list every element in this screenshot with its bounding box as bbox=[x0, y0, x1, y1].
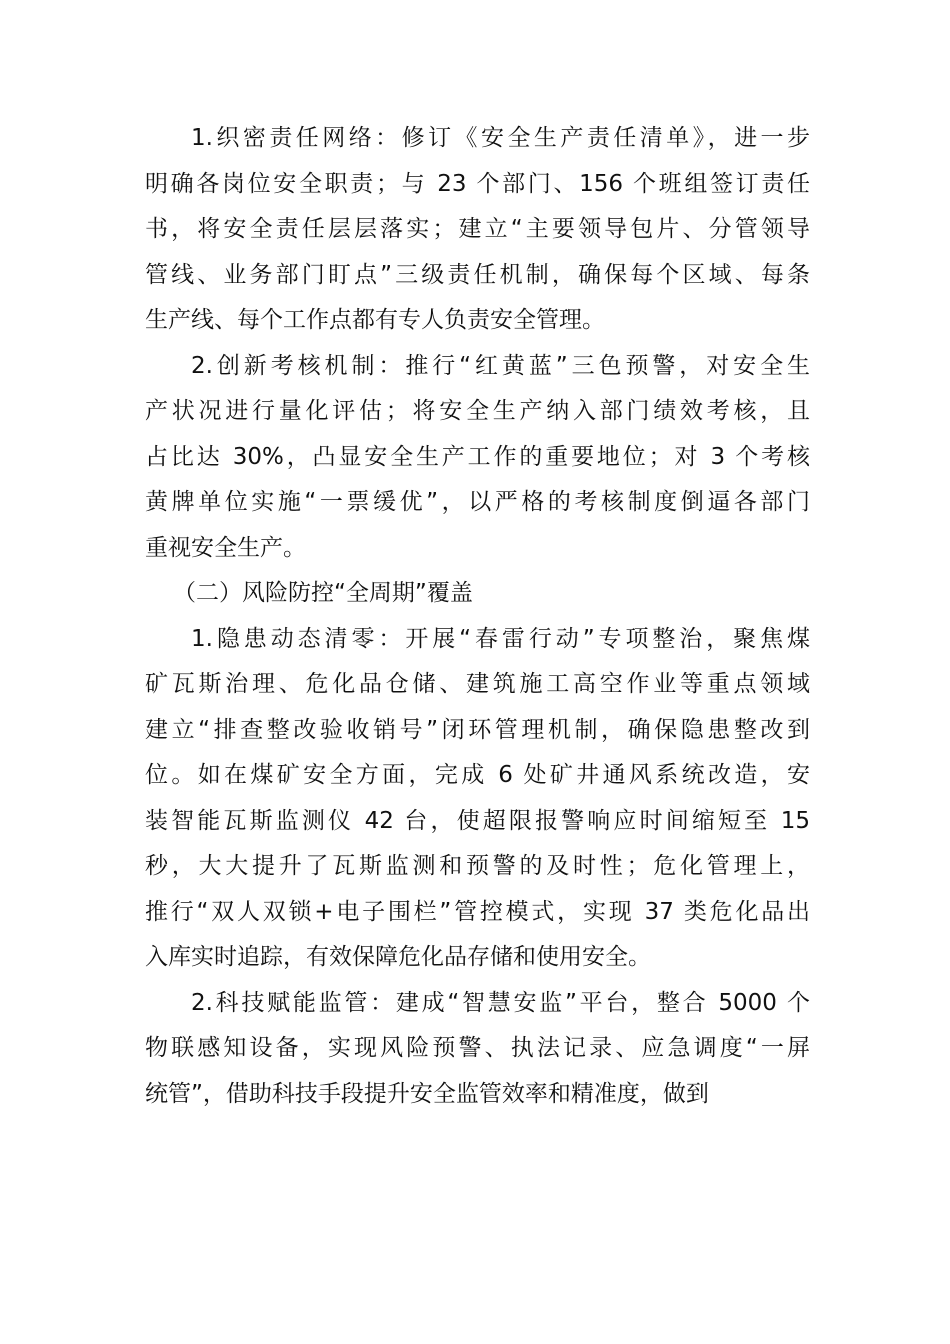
text-line: 重视安全生产。 bbox=[145, 534, 306, 561]
text-line: 2.科技赋能监管：建成“智慧安监”平台，整合 5000 个 bbox=[191, 989, 810, 1016]
text-line: 2.创新考核机制：推行“红黄蓝”三色预警，对安全生 bbox=[191, 352, 810, 379]
text-line: 秒，大大提升了瓦斯监测和预警的及时性；危化管理上， bbox=[145, 853, 810, 879]
text-line: 管线、业务部门盯点”三级责任机制，确保每个区域、每条 bbox=[145, 261, 810, 288]
text-line: 物联感知设备，实现风险预警、执法记录、应急调度“一屏 bbox=[145, 1035, 810, 1061]
text-line: 生产线、每个工作点都有专人负责安全管理。 bbox=[145, 307, 605, 333]
text-line: 位。如在煤矿安全方面，完成 6 处矿井通风系统改造，安 bbox=[145, 762, 810, 788]
text-line: 建立“排查整改验收销号”闭环管理机制，确保隐患整改到 bbox=[145, 716, 810, 743]
text-line: 占比达 30%，凸显安全生产工作的重要地位；对 3 个考核 bbox=[145, 443, 810, 470]
paragraph bbox=[145, 981, 810, 1118]
text-line: 推行“双人双锁+电子围栏”管控模式，实现 37 类危化品出 bbox=[145, 898, 810, 925]
paragraph bbox=[145, 617, 810, 981]
text-line: 1.隐患动态清零：开展“春雷行动”专项整治，聚焦煤 bbox=[191, 625, 810, 652]
text-line: 1.织密责任网络：修订《安全生产责任清单》，进一步 bbox=[191, 125, 810, 151]
text-line: 入库实时追踪，有效保障危化品存储和使用安全。 bbox=[145, 944, 651, 970]
text-line: 黄牌单位实施“一票缓优”，以严格的考核制度倒逼各部门 bbox=[145, 489, 810, 515]
text-line: 明确各岗位安全职责；与 23 个部门、156 个班组签订责任 bbox=[145, 170, 810, 197]
paragraph bbox=[145, 344, 810, 572]
paragraph bbox=[145, 116, 810, 344]
text-line: 装智能瓦斯监测仪 42 台，使超限报警响应时间缩短至 15 bbox=[145, 807, 810, 834]
text-line: 统管”，借助科技手段提升安全监管效率和精准度，做到 bbox=[145, 1080, 709, 1107]
document-body bbox=[145, 116, 810, 1117]
text-line: 书，将安全责任层层落实；建立“主要领导包片、分管领导 bbox=[145, 216, 810, 242]
text-line: 产状况进行量化评估；将安全生产纳入部门绩效考核，且 bbox=[145, 398, 810, 424]
section-heading bbox=[145, 571, 810, 617]
text-line: 矿瓦斯治理、危化品仓储、建筑施工高空作业等重点领域 bbox=[145, 671, 810, 697]
text-line: （二）风险防控“全周期”覆盖 bbox=[173, 580, 473, 606]
